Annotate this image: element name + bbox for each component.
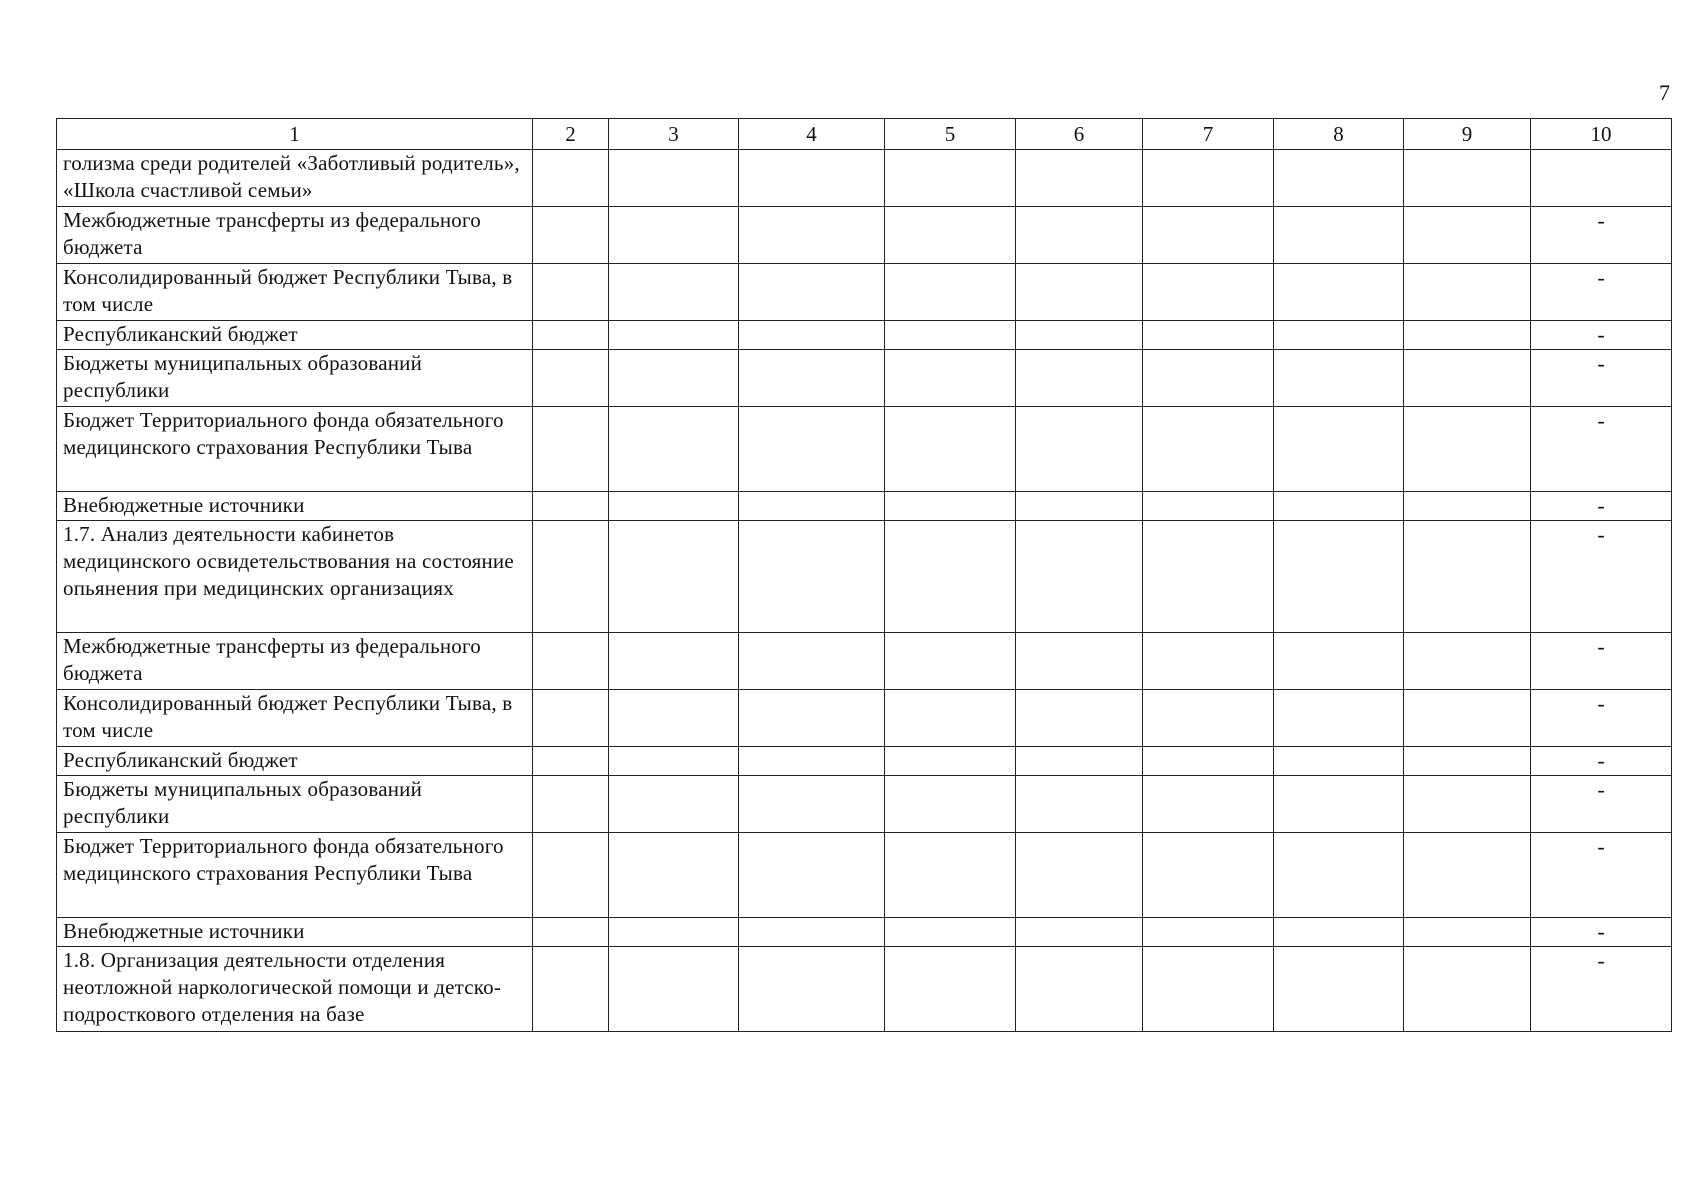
- empty-cell: [1016, 690, 1143, 747]
- empty-cell: [739, 150, 885, 207]
- empty-cell: [1016, 492, 1143, 521]
- empty-cell: [533, 947, 609, 1032]
- empty-cell: [1143, 833, 1274, 918]
- column-header: 9: [1404, 119, 1531, 150]
- empty-cell: [1143, 521, 1274, 633]
- table-body: [57, 150, 1672, 1032]
- empty-cell: [609, 150, 739, 207]
- empty-cell: [1143, 633, 1274, 690]
- empty-cell: [533, 492, 609, 521]
- table-row: [57, 264, 1672, 321]
- empty-cell: [609, 350, 739, 407]
- empty-cell: [1404, 776, 1531, 833]
- empty-cell: [1016, 633, 1143, 690]
- empty-cell: [885, 776, 1016, 833]
- empty-cell: [885, 833, 1016, 918]
- empty-cell: [1404, 264, 1531, 321]
- empty-cell: [1274, 492, 1404, 521]
- table-row: [57, 207, 1672, 264]
- empty-cell: [1404, 492, 1531, 521]
- empty-cell: [885, 264, 1016, 321]
- empty-cell: [533, 833, 609, 918]
- empty-cell: [1274, 521, 1404, 633]
- empty-cell: [533, 776, 609, 833]
- empty-cell: [1404, 150, 1531, 207]
- empty-cell: [1404, 321, 1531, 350]
- empty-cell: [885, 521, 1016, 633]
- empty-cell: [1274, 947, 1404, 1032]
- empty-cell: [1016, 150, 1143, 207]
- row-description: Бюджеты муниципальных образований республики: [57, 350, 533, 407]
- empty-cell: [609, 492, 739, 521]
- row-description: 1.7. Анализ деятельности кабинетов медицинского освидетельствования на состояние опьянения при медицинских организациях: [57, 521, 533, 633]
- empty-cell: [609, 918, 739, 947]
- empty-cell: [1404, 350, 1531, 407]
- empty-cell: [609, 633, 739, 690]
- empty-cell: [609, 407, 739, 492]
- empty-cell: [739, 321, 885, 350]
- row-description: Межбюджетные трансферты из федерального бюджета: [57, 207, 533, 264]
- empty-cell: [1016, 207, 1143, 264]
- row-description: Бюджет Территориального фонда обязательного медицинского страхования Республики Тыва: [57, 833, 533, 918]
- empty-cell: [1143, 492, 1274, 521]
- row-description: голизма среди родителей «Заботливый родитель», «Школа счастливой семьи»: [57, 150, 533, 207]
- table-row: [57, 492, 1672, 521]
- empty-cell: [739, 521, 885, 633]
- column-header: 6: [1016, 119, 1143, 150]
- empty-cell: [885, 350, 1016, 407]
- empty-cell: [1274, 350, 1404, 407]
- column-header: 5: [885, 119, 1016, 150]
- empty-cell: [1404, 207, 1531, 264]
- empty-cell: [609, 747, 739, 776]
- empty-cell: [739, 776, 885, 833]
- row-description: Внебюджетные источники: [57, 918, 533, 947]
- empty-cell: [1274, 150, 1404, 207]
- column-10-value: -: [1531, 521, 1672, 633]
- column-header: 1: [57, 119, 533, 150]
- empty-cell: [739, 690, 885, 747]
- row-description: Республиканский бюджет: [57, 747, 533, 776]
- empty-cell: [533, 918, 609, 947]
- empty-cell: [885, 690, 1016, 747]
- empty-cell: [533, 521, 609, 633]
- header-row: [57, 119, 1672, 150]
- column-header: 3: [609, 119, 739, 150]
- empty-cell: [1016, 521, 1143, 633]
- empty-cell: [885, 747, 1016, 776]
- empty-cell: [609, 690, 739, 747]
- row-description: Консолидированный бюджет Республики Тыва, в том числе: [57, 690, 533, 747]
- empty-cell: [1016, 747, 1143, 776]
- page-number: 7: [1659, 80, 1670, 105]
- column-10-value: -: [1531, 492, 1672, 521]
- table-row: [57, 918, 1672, 947]
- table-row: [57, 350, 1672, 407]
- table-row: [57, 690, 1672, 747]
- column-10-value: -: [1531, 947, 1672, 1032]
- table-row: [57, 521, 1672, 633]
- column-10-value: -: [1531, 776, 1672, 833]
- column-10-value: -: [1531, 321, 1672, 350]
- empty-cell: [1274, 264, 1404, 321]
- empty-cell: [1404, 833, 1531, 918]
- empty-cell: [1274, 321, 1404, 350]
- empty-cell: [885, 207, 1016, 264]
- empty-cell: [533, 747, 609, 776]
- empty-cell: [739, 833, 885, 918]
- budget-table: [56, 118, 1672, 1032]
- table-row: [57, 633, 1672, 690]
- table-row: [57, 776, 1672, 833]
- empty-cell: [885, 947, 1016, 1032]
- empty-cell: [739, 207, 885, 264]
- empty-cell: [885, 918, 1016, 947]
- empty-cell: [1016, 918, 1143, 947]
- empty-cell: [1274, 407, 1404, 492]
- table-row: [57, 150, 1672, 207]
- empty-cell: [1274, 690, 1404, 747]
- empty-cell: [1143, 690, 1274, 747]
- empty-cell: [533, 633, 609, 690]
- empty-cell: [533, 407, 609, 492]
- column-10-value: -: [1531, 633, 1672, 690]
- empty-cell: [609, 833, 739, 918]
- empty-cell: [533, 350, 609, 407]
- empty-cell: [739, 264, 885, 321]
- column-header: 2: [533, 119, 609, 150]
- column-header: 7: [1143, 119, 1274, 150]
- empty-cell: [1143, 776, 1274, 833]
- empty-cell: [609, 947, 739, 1032]
- empty-cell: [1404, 947, 1531, 1032]
- column-10-value: [1531, 150, 1672, 207]
- column-10-value: -: [1531, 690, 1672, 747]
- empty-cell: [885, 321, 1016, 350]
- empty-cell: [739, 407, 885, 492]
- empty-cell: [1274, 633, 1404, 690]
- empty-cell: [1404, 407, 1531, 492]
- row-description: Бюджет Территориального фонда обязательного медицинского страхования Республики Тыва: [57, 407, 533, 492]
- empty-cell: [1143, 350, 1274, 407]
- empty-cell: [1143, 264, 1274, 321]
- empty-cell: [1274, 776, 1404, 833]
- empty-cell: [1016, 407, 1143, 492]
- empty-cell: [1404, 690, 1531, 747]
- empty-cell: [1274, 833, 1404, 918]
- empty-cell: [885, 407, 1016, 492]
- table-row: [57, 947, 1672, 1032]
- empty-cell: [739, 492, 885, 521]
- empty-cell: [1143, 321, 1274, 350]
- column-header: 8: [1274, 119, 1404, 150]
- empty-cell: [885, 492, 1016, 521]
- empty-cell: [1143, 747, 1274, 776]
- empty-cell: [885, 633, 1016, 690]
- empty-cell: [885, 150, 1016, 207]
- row-description: Внебюджетные источники: [57, 492, 533, 521]
- column-10-value: -: [1531, 918, 1672, 947]
- empty-cell: [609, 521, 739, 633]
- empty-cell: [1404, 747, 1531, 776]
- empty-cell: [533, 264, 609, 321]
- empty-cell: [533, 150, 609, 207]
- column-header: 10: [1531, 119, 1672, 150]
- empty-cell: [1404, 633, 1531, 690]
- empty-cell: [1016, 833, 1143, 918]
- empty-cell: [533, 321, 609, 350]
- empty-cell: [1143, 207, 1274, 264]
- column-10-value: -: [1531, 350, 1672, 407]
- empty-cell: [609, 321, 739, 350]
- empty-cell: [739, 350, 885, 407]
- row-description: Межбюджетные трансферты из федерального бюджета: [57, 633, 533, 690]
- empty-cell: [533, 207, 609, 264]
- empty-cell: [739, 747, 885, 776]
- empty-cell: [609, 776, 739, 833]
- empty-cell: [1404, 521, 1531, 633]
- column-header: 4: [739, 119, 885, 150]
- empty-cell: [609, 207, 739, 264]
- row-description: 1.8. Организация деятельности отделения неотложной наркологической помощи и детско-подросткового отделения на базе: [57, 947, 533, 1032]
- empty-cell: [1404, 918, 1531, 947]
- empty-cell: [1016, 776, 1143, 833]
- empty-cell: [1274, 207, 1404, 264]
- row-description: Консолидированный бюджет Республики Тыва, в том числе: [57, 264, 533, 321]
- column-10-value: -: [1531, 207, 1672, 264]
- empty-cell: [1143, 150, 1274, 207]
- empty-cell: [533, 690, 609, 747]
- table-row: [57, 321, 1672, 350]
- empty-cell: [739, 947, 885, 1032]
- row-description: Республиканский бюджет: [57, 321, 533, 350]
- empty-cell: [739, 918, 885, 947]
- empty-cell: [1143, 918, 1274, 947]
- table-row: [57, 833, 1672, 918]
- empty-cell: [1143, 947, 1274, 1032]
- column-10-value: -: [1531, 747, 1672, 776]
- column-10-value: -: [1531, 407, 1672, 492]
- row-description: Бюджеты муниципальных образований республики: [57, 776, 533, 833]
- empty-cell: [1016, 321, 1143, 350]
- empty-cell: [1016, 350, 1143, 407]
- empty-cell: [609, 264, 739, 321]
- table-row: [57, 407, 1672, 492]
- empty-cell: [1143, 407, 1274, 492]
- empty-cell: [1274, 747, 1404, 776]
- empty-cell: [739, 633, 885, 690]
- table-row: [57, 747, 1672, 776]
- empty-cell: [1016, 264, 1143, 321]
- column-10-value: -: [1531, 833, 1672, 918]
- empty-cell: [1016, 947, 1143, 1032]
- empty-cell: [1274, 918, 1404, 947]
- column-10-value: -: [1531, 264, 1672, 321]
